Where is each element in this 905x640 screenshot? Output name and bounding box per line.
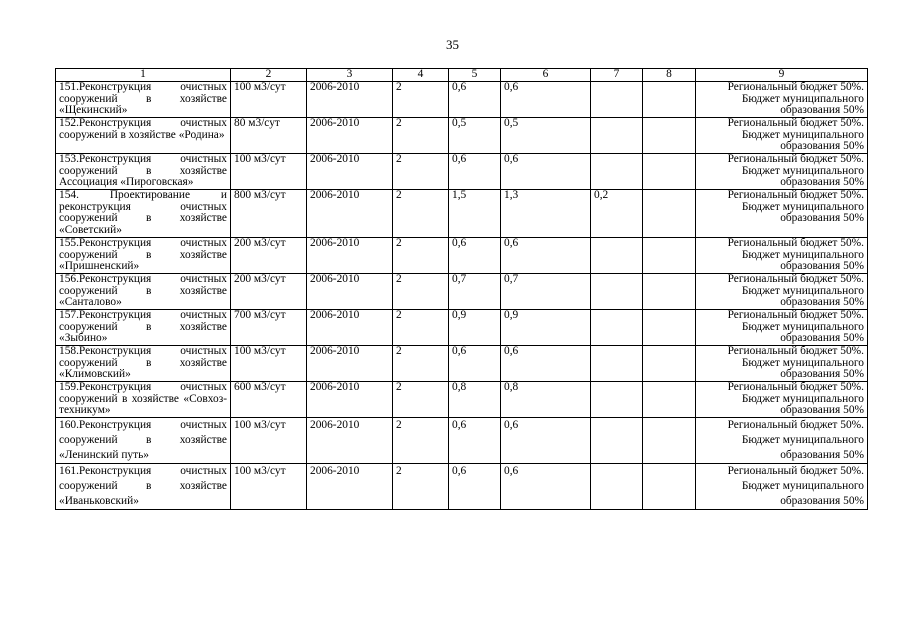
cell-financing: Региональный бюджет 50%. Бюджет муниципального образования 50% [696, 274, 868, 310]
cell-col6: 0,6 [501, 346, 591, 382]
cell-name: 156.Реконструкция очистных сооружений в хозяйстве «Санталово» [56, 274, 231, 310]
cell-col6: 1,3 [501, 190, 591, 238]
cell-col8 [643, 310, 696, 346]
table-row [56, 418, 868, 464]
cell-years: 2006-2010 [307, 346, 393, 382]
cell-col5: 0,6 [449, 464, 501, 510]
cell-col7 [591, 154, 643, 190]
cell-capacity: 200 м3/сут [231, 274, 307, 310]
table-body [56, 82, 868, 510]
table-row [56, 464, 868, 510]
column-header: 8 [643, 69, 696, 82]
cell-col5: 0,5 [449, 118, 501, 154]
cell-col8 [643, 346, 696, 382]
cell-col8 [643, 464, 696, 510]
cell-financing: Региональный бюджет 50%. Бюджет муниципального образования 50% [696, 382, 868, 418]
cell-years: 2006-2010 [307, 190, 393, 238]
cell-col8 [643, 274, 696, 310]
table-row [56, 382, 868, 418]
column-header: 4 [393, 69, 449, 82]
cell-col6: 0,6 [501, 418, 591, 464]
cell-capacity: 100 м3/сут [231, 418, 307, 464]
cell-name: 153.Реконструкция очистных сооружений в хозяйстве Ассоциация «Пироговская» [56, 154, 231, 190]
cell-col7 [591, 346, 643, 382]
cell-col6: 0,9 [501, 310, 591, 346]
cell-col6: 0,5 [501, 118, 591, 154]
cell-col7 [591, 118, 643, 154]
cell-col4: 2 [393, 154, 449, 190]
cell-years: 2006-2010 [307, 238, 393, 274]
cell-col5: 0,9 [449, 310, 501, 346]
table-row [56, 190, 868, 238]
measures-table [55, 68, 868, 510]
cell-col4: 2 [393, 190, 449, 238]
cell-years: 2006-2010 [307, 418, 393, 464]
cell-financing: Региональный бюджет 50%. Бюджет муниципального образования 50% [696, 310, 868, 346]
cell-col6: 0,6 [501, 238, 591, 274]
cell-financing: Региональный бюджет 50%. Бюджет муниципального образования 50% [696, 464, 868, 510]
cell-col5: 0,6 [449, 238, 501, 274]
cell-years: 2006-2010 [307, 154, 393, 190]
cell-col8 [643, 190, 696, 238]
cell-col7 [591, 274, 643, 310]
cell-col5: 0,6 [449, 82, 501, 118]
column-header: 2 [231, 69, 307, 82]
cell-name: 157.Реконструкция очистных сооружений в хозяйстве «Зыбино» [56, 310, 231, 346]
cell-col6: 0,6 [501, 82, 591, 118]
cell-col7: 0,2 [591, 190, 643, 238]
cell-name: 159.Реконструкция очистных сооружений в хозяйстве «Совхоз-техникум» [56, 382, 231, 418]
cell-col6: 0,6 [501, 154, 591, 190]
page-number: 35 [446, 37, 459, 52]
cell-capacity: 100 м3/сут [231, 154, 307, 190]
cell-capacity: 100 м3/сут [231, 346, 307, 382]
table-row [56, 154, 868, 190]
header-row [56, 69, 868, 82]
cell-col5: 0,7 [449, 274, 501, 310]
cell-financing: Региональный бюджет 50%. Бюджет муниципального образования 50% [696, 238, 868, 274]
cell-col4: 2 [393, 118, 449, 154]
cell-col4: 2 [393, 310, 449, 346]
table-row [56, 238, 868, 274]
cell-col7 [591, 238, 643, 274]
cell-financing: Региональный бюджет 50%. Бюджет муниципального образования 50% [696, 154, 868, 190]
table-row [56, 274, 868, 310]
cell-col8 [643, 82, 696, 118]
cell-col6: 0,7 [501, 274, 591, 310]
cell-financing: Региональный бюджет 50%. Бюджет муниципального образования 50% [696, 118, 868, 154]
column-header: 9 [696, 69, 868, 82]
cell-col4: 2 [393, 274, 449, 310]
cell-financing: Региональный бюджет 50%. Бюджет муниципального образования 50% [696, 190, 868, 238]
cell-col6: 0,8 [501, 382, 591, 418]
table-row [56, 82, 868, 118]
cell-name: 160.Реконструкция очистных сооружений в хозяйстве «Ленинский путь» [56, 418, 231, 464]
cell-col7 [591, 82, 643, 118]
table-row [56, 118, 868, 154]
cell-name: 154. Проектирование и реконструкция очистных сооружений в хозяйстве «Советский» [56, 190, 231, 238]
cell-financing: Региональный бюджет 50%. Бюджет муниципального образования 50% [696, 346, 868, 382]
cell-col8 [643, 418, 696, 464]
cell-capacity: 100 м3/сут [231, 464, 307, 510]
cell-col4: 2 [393, 382, 449, 418]
cell-name: 161.Реконструкция очистных сооружений в хозяйстве «Иваньковский» [56, 464, 231, 510]
cell-capacity: 80 м3/сут [231, 118, 307, 154]
cell-name: 158.Реконструкция очистных сооружений в хозяйстве «Климовский» [56, 346, 231, 382]
cell-col8 [643, 238, 696, 274]
cell-years: 2006-2010 [307, 274, 393, 310]
cell-col8 [643, 154, 696, 190]
cell-col4: 2 [393, 82, 449, 118]
cell-years: 2006-2010 [307, 382, 393, 418]
cell-col5: 0,6 [449, 346, 501, 382]
cell-col4: 2 [393, 346, 449, 382]
cell-col4: 2 [393, 238, 449, 274]
cell-name: 152.Реконструкция очистных сооружений в хозяйстве «Родина» [56, 118, 231, 154]
cell-years: 2006-2010 [307, 82, 393, 118]
cell-col7 [591, 310, 643, 346]
cell-col7 [591, 418, 643, 464]
cell-financing: Региональный бюджет 50%. Бюджет муниципального образования 50% [696, 418, 868, 464]
cell-col8 [643, 118, 696, 154]
table-row [56, 310, 868, 346]
cell-col4: 2 [393, 418, 449, 464]
cell-col4: 2 [393, 464, 449, 510]
cell-capacity: 800 м3/сут [231, 190, 307, 238]
table-row [56, 346, 868, 382]
cell-col7 [591, 464, 643, 510]
column-header: 5 [449, 69, 501, 82]
cell-years: 2006-2010 [307, 118, 393, 154]
column-header: 1 [56, 69, 231, 82]
cell-col7 [591, 382, 643, 418]
column-header: 6 [501, 69, 591, 82]
cell-col5: 0,8 [449, 382, 501, 418]
cell-capacity: 200 м3/сут [231, 238, 307, 274]
cell-years: 2006-2010 [307, 310, 393, 346]
cell-financing: Региональный бюджет 50%. Бюджет муниципального образования 50% [696, 82, 868, 118]
cell-capacity: 100 м3/сут [231, 82, 307, 118]
cell-col5: 0,6 [449, 154, 501, 190]
cell-col5: 1,5 [449, 190, 501, 238]
column-header: 3 [307, 69, 393, 82]
cell-years: 2006-2010 [307, 464, 393, 510]
cell-col6: 0,6 [501, 464, 591, 510]
cell-capacity: 700 м3/сут [231, 310, 307, 346]
cell-name: 155.Реконструкция очистных сооружений в хозяйстве «Пришненский» [56, 238, 231, 274]
cell-name: 151.Реконструкция очистных сооружений в хозяйстве «Щекинский» [56, 82, 231, 118]
cell-col5: 0,6 [449, 418, 501, 464]
cell-col8 [643, 382, 696, 418]
column-header: 7 [591, 69, 643, 82]
cell-capacity: 600 м3/сут [231, 382, 307, 418]
